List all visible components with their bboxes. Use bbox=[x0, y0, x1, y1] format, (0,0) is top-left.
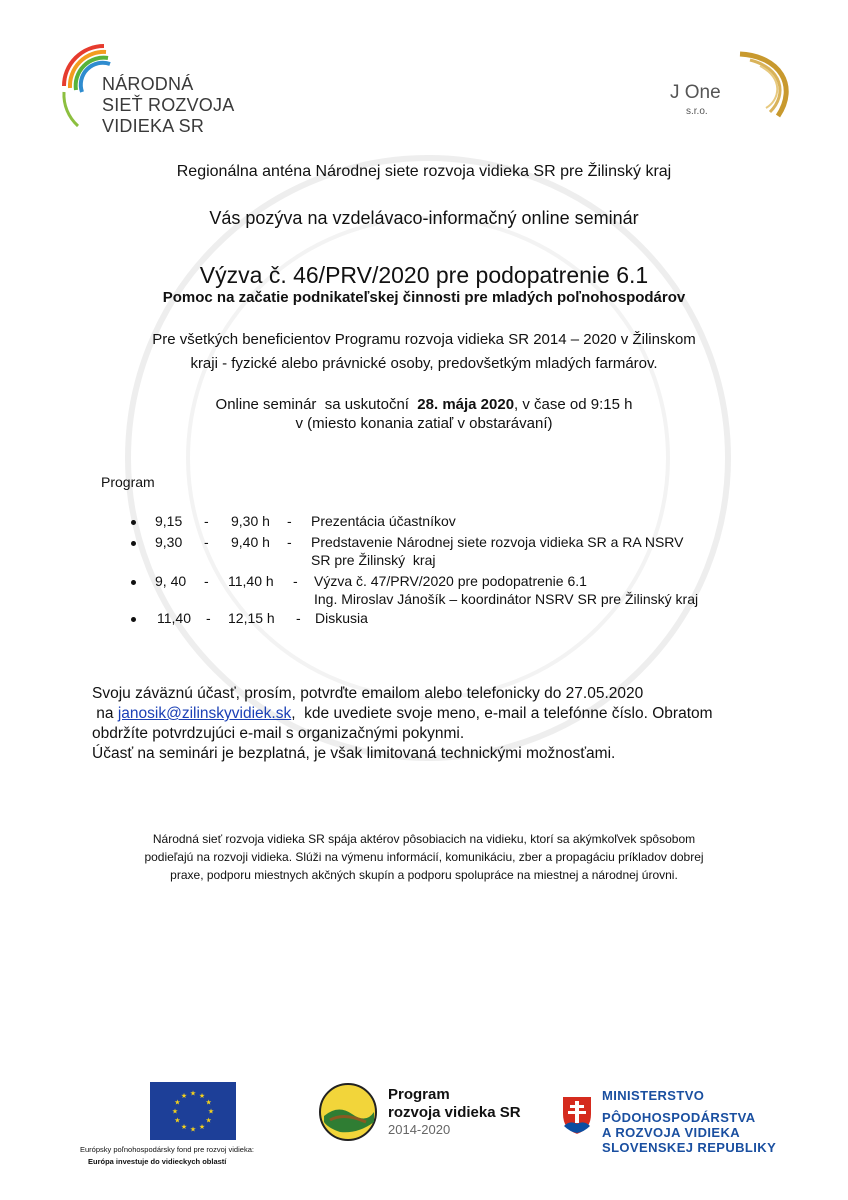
program-item-2-text-cont: SR pre Žilinský kraj bbox=[311, 552, 436, 568]
jone-logo-name: J One bbox=[670, 82, 721, 103]
registration-line-4: Účasť na seminári je bezplatná, je však limitovaná technickými možnosťami. bbox=[92, 745, 616, 762]
program-item-4-text: Diskusia bbox=[315, 610, 368, 626]
program-item-4-from: 11,40 bbox=[157, 610, 191, 626]
eu-caption-2: Európa investuje do vidieckych oblastí bbox=[88, 1157, 227, 1166]
prv-line-1: Program bbox=[388, 1086, 450, 1103]
when-suffix: , v čase od 9:15 h bbox=[514, 396, 633, 413]
prv-line-2: rozvoja vidieka SR bbox=[388, 1104, 521, 1121]
program-dash: - bbox=[204, 534, 209, 550]
eu-caption-1: Európsky poľnohospodársky fond pre rozvoj vidieka: bbox=[80, 1145, 254, 1154]
jone-logo-sub: s.r.o. bbox=[686, 106, 708, 117]
program-item-3-to: 11,40 h bbox=[228, 573, 274, 589]
audience-line-2: kraji - fyzické alebo právnické osoby, predovšetkým mladých farmárov. bbox=[190, 355, 658, 372]
program-item-2-from: 9,30 bbox=[155, 534, 183, 550]
program-dash: - bbox=[204, 573, 209, 589]
antenna-line: Regionálna anténa Národnej siete rozvoja vidieka SR pre Žilinský kraj bbox=[176, 163, 672, 180]
jone-logo bbox=[660, 46, 810, 136]
slovak-coat-of-arms-icon bbox=[560, 1094, 594, 1136]
eu-star-icon: ★ bbox=[189, 1090, 197, 1098]
eu-star-icon: ★ bbox=[180, 1124, 188, 1132]
eu-flag-icon bbox=[150, 1082, 236, 1140]
eu-star-icon: ★ bbox=[180, 1092, 188, 1100]
program-dash: - bbox=[204, 513, 209, 529]
footer-note-line-2: podieľajú na rozvoji vidieka. Slúži na výmenu informácií, komunikáciu, zber a propagáciu príkladov dobrej bbox=[144, 850, 704, 864]
registration-line-2 bbox=[92, 704, 713, 724]
program-bullet bbox=[131, 520, 136, 525]
program-item-3-text: Výzva č. 47/PRV/2020 pre podopatrenie 6.1 bbox=[314, 573, 587, 589]
audience-line-1: Pre všetkých beneficientov Programu rozvoja vidieka SR 2014 – 2020 v Žilinskom bbox=[152, 331, 696, 348]
ministry-line-2: PÔDOHOSPODÁRSTVA bbox=[602, 1110, 756, 1125]
footer-note-line-3: praxe, podporu miestnych akčných skupín a podporu spolupráce na miestnej a národnej úrovni. bbox=[170, 868, 678, 882]
invite-line: Vás pozýva na vzdelávaco-informačný online seminár bbox=[209, 208, 639, 228]
eu-star-icon: ★ bbox=[207, 1108, 215, 1116]
program-dash: - bbox=[296, 610, 301, 626]
eu-star-icon: ★ bbox=[189, 1126, 197, 1134]
program-item-1-from: 9,15 bbox=[155, 513, 183, 529]
program-dash: - bbox=[287, 534, 292, 550]
when-line bbox=[0, 396, 848, 413]
eu-star-icon: ★ bbox=[205, 1099, 212, 1107]
program-dash: - bbox=[206, 610, 211, 626]
ministry-line-4: SLOVENSKEJ REPUBLIKY bbox=[602, 1140, 777, 1155]
program-heading: Program bbox=[101, 474, 155, 490]
program-bullet bbox=[131, 580, 136, 585]
eu-star-icon: ★ bbox=[205, 1117, 212, 1125]
program-item-3-text-cont: Ing. Miroslav Jánošík – koordinátor NSRV SR pre Žilinský kraj bbox=[314, 591, 699, 607]
eu-logo bbox=[80, 1082, 310, 1172]
footer-note bbox=[0, 830, 848, 884]
page-subtitle: Pomoc na začatie podnikateľskej činnosti pre mladých poľnohospodárov bbox=[162, 289, 686, 306]
prv-line-3: 2014-2020 bbox=[388, 1122, 451, 1137]
program-item-1-to: 9,30 h bbox=[231, 513, 270, 529]
eu-star-icon: ★ bbox=[171, 1108, 179, 1116]
page-title: Výzva č. 46/PRV/2020 pre podopatrenie 6.1 bbox=[199, 262, 649, 288]
nsrv-logo-line-1: NÁRODNÁ bbox=[102, 74, 194, 94]
program-item-4-to: 12,15 h bbox=[228, 610, 275, 626]
watermark-circle bbox=[118, 148, 738, 768]
eu-star-icon: ★ bbox=[174, 1117, 181, 1125]
eu-star-icon: ★ bbox=[198, 1092, 206, 1100]
program-item-2-text: Predstavenie Národnej siete rozvoja vidieka SR a RA NSRV bbox=[311, 534, 684, 550]
eu-star-icon: ★ bbox=[174, 1099, 181, 1107]
registration-line-2-prefix: na bbox=[92, 705, 118, 722]
ministry-line-3: A ROZVOJA VIDIEKA bbox=[602, 1125, 741, 1140]
ministry-line-1: MINISTERSTVO bbox=[602, 1088, 705, 1103]
when-prefix: Online seminár sa uskutoční bbox=[215, 396, 418, 413]
nsrv-logo bbox=[56, 34, 276, 144]
program-bullet bbox=[131, 617, 136, 622]
nsrv-logo-line-2: SIEŤ ROZVOJA bbox=[102, 95, 235, 115]
prv-emblem-icon bbox=[318, 1082, 378, 1142]
program-dash: - bbox=[287, 513, 292, 529]
footer-note-line-1: Národná sieť rozvoja vidieka SR spája aktérov pôsobiacich na vidieku, ktorí sa akýmkoľvek spôsobom bbox=[152, 832, 696, 846]
program-bullet bbox=[131, 541, 136, 546]
when-date: 28. mája 2020 bbox=[417, 396, 515, 413]
registration-line-3: obdržíte potvrdzujúci e-mail s organizačnými pokynmi. bbox=[92, 725, 465, 742]
registration-line-2-suffix: , kde uvediete svoje meno, e-mail a telefónne číslo. Obratom bbox=[291, 705, 713, 722]
where-line: v (miesto konania zatiaľ v obstarávaní) bbox=[295, 415, 553, 432]
registration-line-1: Svoju záväznú účasť, prosím, potvrďte emailom alebo telefonicky do 27.05.2020 bbox=[92, 685, 644, 702]
program-item-1-text: Prezentácia účastníkov bbox=[311, 513, 456, 529]
prv-logo bbox=[318, 1080, 548, 1150]
eu-star-icon: ★ bbox=[198, 1124, 206, 1132]
program-dash: - bbox=[293, 573, 298, 589]
program-item-3-from: 9, 40 bbox=[155, 573, 187, 589]
nsrv-logo-line-3: VIDIEKA SR bbox=[102, 116, 205, 136]
registration-block bbox=[92, 684, 713, 764]
program-item-2-to: 9,40 h bbox=[231, 534, 270, 550]
contact-email-link[interactable]: janosik@zilinskyvidiek.sk bbox=[117, 705, 292, 722]
ministry-logo bbox=[560, 1084, 800, 1164]
